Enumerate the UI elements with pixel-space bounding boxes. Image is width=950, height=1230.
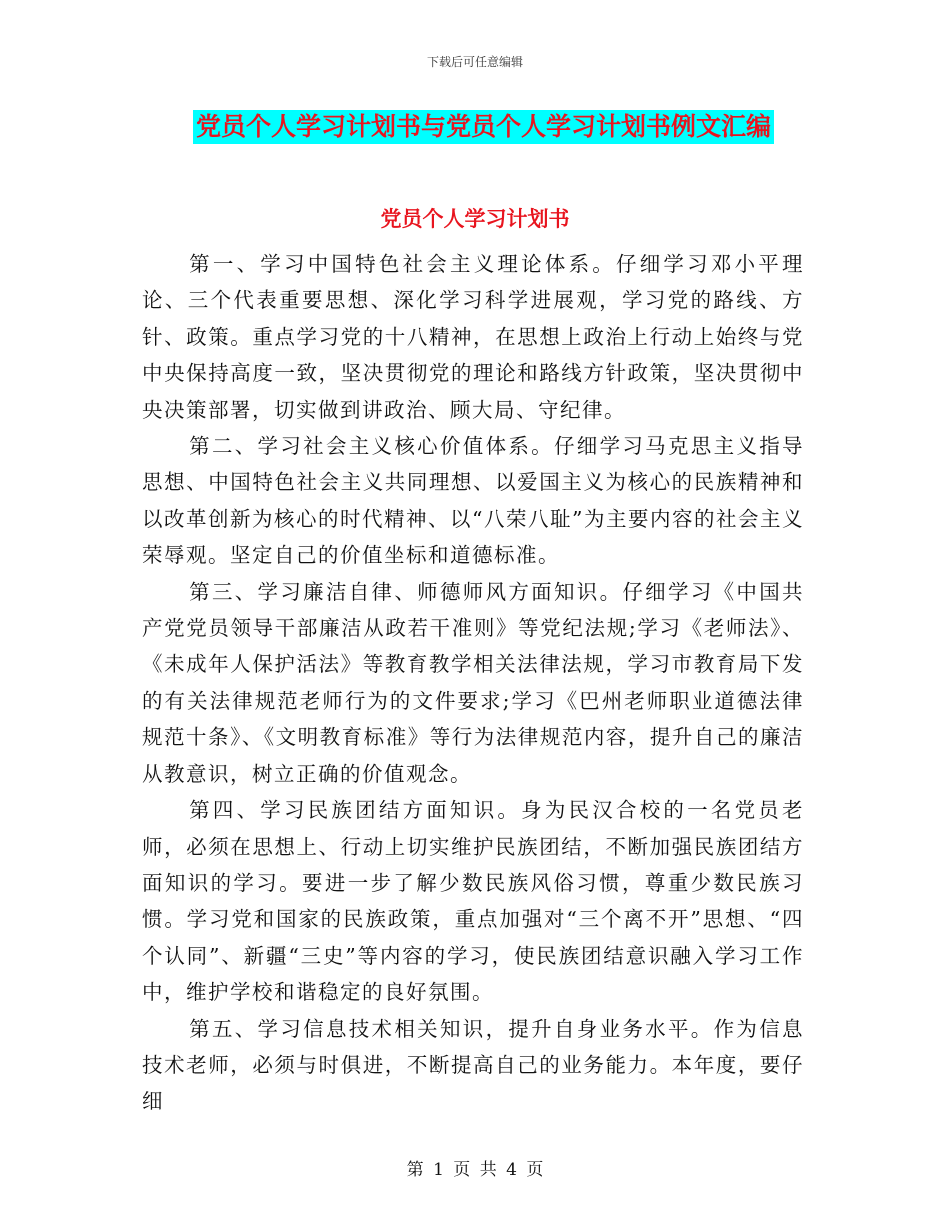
- paragraph-3: 第三、学习廉洁自律、师德师风方面知识。仔细学习《中国共产党党员领导干部廉洁从政若干准则》等党纪法规;学习《老师法》、《未成年人保护活法》等教育教学相关法律法规，学习市教育局下发的有关法律规范老师行为的文件要求;学习《巴州老师职业道德法律规范十条》、《文明教育标准》等行为法律规范内容，提升自己的廉洁从教意识，树立正确的价值观念。: [142, 579, 804, 786]
- paragraph-5: 第五、学习信息技术相关知识，提升自身业务水平。作为信息技术老师，必须与时俱进，不断提高自己的业务能力。本年度，要仔细: [142, 1016, 804, 1114]
- paragraph-1: 第一、学习中国特色社会主义理论体系。仔细学习邓小平理论、三个代表重要思想、深化学习科学进展观，学习党的路线、方针、政策。重点学习党的十八精神，在思想上政治上行动上始终与党中央保持高度一致，坚决贯彻党的理论和路线方针政策，坚决贯彻中央决策部署，切实做到讲政治、顾大局、守纪律。: [142, 252, 804, 422]
- document-body: [142, 246, 804, 1120]
- paragraph-4: 第四、学习民族团结方面知识。身为民汉合校的一名党员老师，必须在思想上、行动上切实维护民族团结，不断加强民族团结方面知识的学习。要进一步了解少数民族风俗习惯，尊重少数民族习惯。学习党和国家的民族政策，重点加强对“三个离不开”思想、“四个认同”、新疆“三史”等内容的学习，使民族团结意识融入学习工作中，维护学校和谐稳定的良好氛围。: [142, 798, 804, 1005]
- header-note: 下载后可任意编辑: [426, 55, 523, 69]
- document-title: 党员个人学习计划书与党员个人学习计划书例文汇编: [193, 110, 774, 144]
- page-number: 第 1 页 共 4 页: [406, 1160, 544, 1180]
- paragraph-2: 第二、学习社会主义核心价值体系。仔细学习马克思主义指导思想、中国特色社会主义共同理想、以爱国主义为核心的民族精神和以改革创新为核心的时代精神、以“八荣八耻”为主要内容的社会主义荣辱观。坚定自己的价值坐标和道德标准。: [142, 434, 804, 568]
- section-title: 党员个人学习计划书: [380, 207, 570, 231]
